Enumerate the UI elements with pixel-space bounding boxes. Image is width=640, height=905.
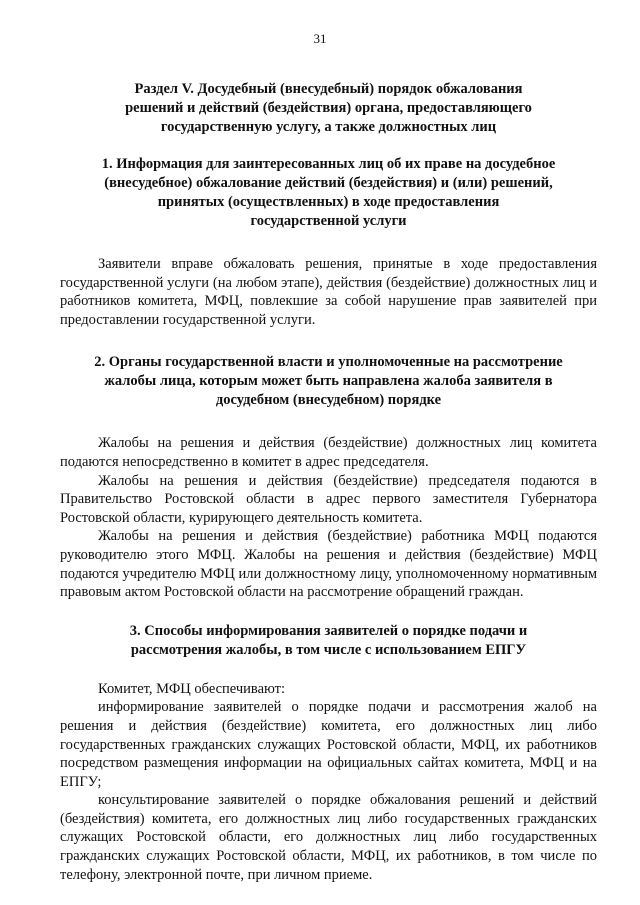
subsection-title-line: 2. Органы государственной власти и уполномоченные на рассмотрение [94,354,563,371]
section-title-line: государственную услугу, а также должностных лиц [160,119,497,135]
paragraph: Жалобы на решения и действия (бездействие) председателя подаются в Правительство Ростовской области в адрес первого заместителя Губернатора Ростовской области, курирующего деятельность комитета. [60,472,597,526]
section-title-line: решений и действий (бездействия) органа, предоставляющего [125,100,532,116]
subsection-1-title [60,155,597,231]
subsection-title-line: государственной услуги [250,213,407,229]
subsection-title-line: жалобы лица, которым может быть направлена жалоба заявителя в [104,373,553,390]
subsection-title-line: (внесудебное) обжалование действий (бездействия) и (или) решений, [104,175,553,191]
subsection-title-line: 3. Способы информирования заявителей о порядке подачи и [129,622,528,639]
paragraph: Комитет, МФЦ обеспечивают: [98,680,286,697]
subsection-title-line: 1. Информация для заинтересованных лиц об их праве на досудебное [101,156,556,172]
paragraph: Жалобы на решения и действия (бездействие) работника МФЦ подаются руководителю этого МФЦ. Жалобы на решения и действия (бездействие) МФЦ подаются учредителю МФЦ или должностному лицу, уполномоченному нормативным правовым актом Ростовской области на рассмотрение обращений граждан. [60,528,597,601]
paragraph: Заявители вправе обжаловать решения, принятые в ходе предоставления государственной услуги (на любом этапе), действия (бездействие) должностных лиц и работников комитета, МФЦ, повлекшие за собой нарушение прав заявителей при предоставлении государственной услуги. [60,256,597,328]
section-title [60,80,597,137]
paragraph: Жалобы на решения и действия (бездействие) должностных лиц комитета подаются непосредственно в комитет в адрес председателя. [60,435,597,470]
subsection-title-line: рассмотрения жалобы, в том числе с использованием ЕПГУ [130,641,527,658]
subsection-title-line: принятых (осуществленных) в ходе предоставления [157,194,500,210]
paragraph: информирование заявителей о порядке подачи и рассмотрения жалоб на решения и действия (бездействие) комитета, его должностных лиц либо государственных гражданских служащих Ростовской области, МФЦ, их работников посредством размещения информации на официальных сайтах комитета, МФЦ и на ЕПГУ; [60,699,597,790]
subsection-2-title [60,353,597,410]
subsection-3-title [60,622,597,660]
paragraph: консультирование заявителей о порядке обжалования решений и действий (бездействия) комитета, его должностных лиц либо государственных гражданских служащих Ростовской области, его должностных лиц либо государственных гражданских служащих Ростовской области, МФЦ, их работников, в том числе по телефону, электронной почте, при личном приеме. [60,792,597,883]
subsection-title-line: досудебном (внесудебном) порядке [215,392,442,409]
document-body [60,80,597,884]
page-number: 31 [313,31,327,46]
section-title-line: Раздел V. Досудебный (внесудебный) порядок обжалования [134,81,523,97]
